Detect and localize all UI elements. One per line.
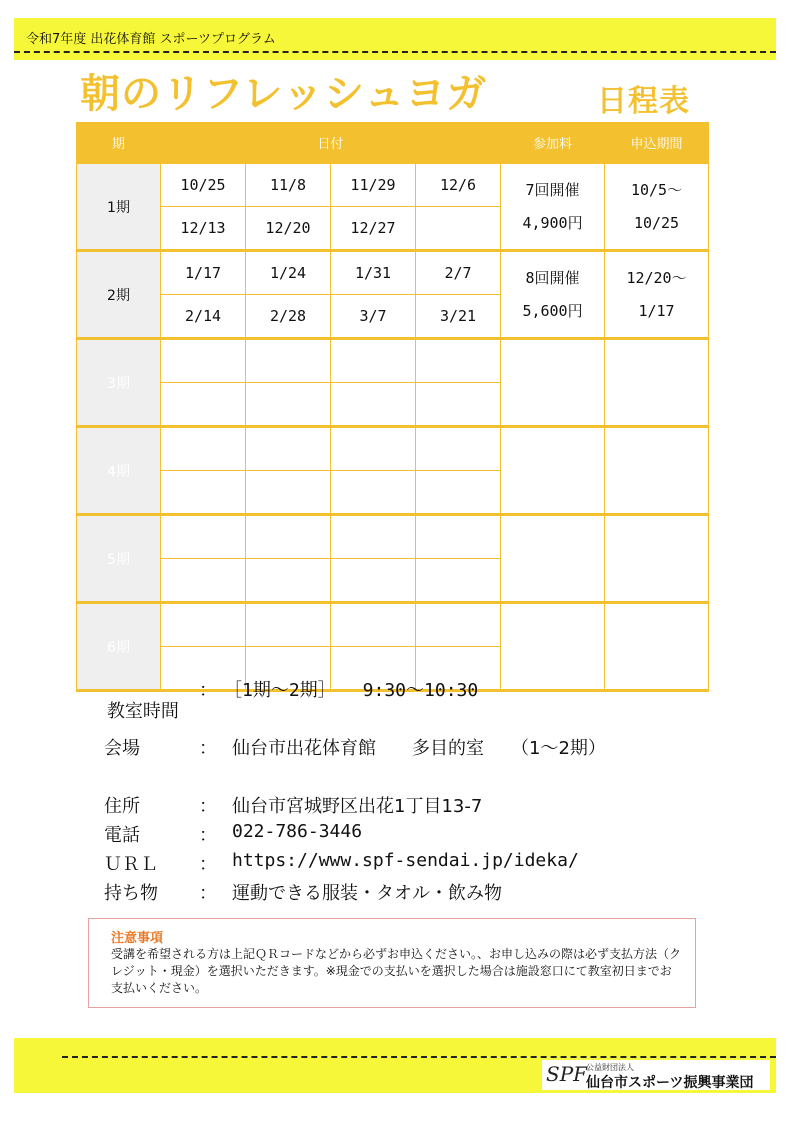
- date-cell: [331, 559, 416, 603]
- phone-label: 電話: [104, 825, 140, 846]
- date-cell: [416, 383, 501, 427]
- date-cell: [246, 339, 331, 383]
- date-cell: 1/24: [246, 251, 331, 295]
- org-type-label: 公益財団法人: [586, 1063, 634, 1072]
- fee-cell: [501, 603, 605, 691]
- col-header-fee: 参加料: [501, 123, 605, 163]
- date-cell: 11/8: [246, 163, 331, 207]
- fee-cell: [501, 251, 605, 339]
- date-cell: [161, 339, 246, 383]
- class-time-label: 教室時間: [106, 701, 179, 722]
- col-header-period: 期: [77, 123, 161, 163]
- date-cell: [161, 427, 246, 471]
- application-cell: [605, 515, 709, 603]
- apply-end-text: 1/17: [638, 301, 675, 320]
- date-cell: 1/17: [161, 251, 246, 295]
- period-label: 6期: [77, 603, 161, 691]
- period-label: 5期: [77, 515, 161, 603]
- application-cell: [605, 163, 709, 251]
- period-label: 3期: [77, 339, 161, 427]
- belongings-label: 持ち物: [104, 883, 158, 904]
- date-cell: [331, 339, 416, 383]
- belongings-sep: ：: [199, 883, 217, 904]
- date-cell: [416, 559, 501, 603]
- date-cell: 11/29: [331, 163, 416, 207]
- fee-cell: [501, 163, 605, 251]
- url-sep: ：: [199, 854, 217, 875]
- date-cell: [161, 603, 246, 647]
- date-cell: 2/7: [416, 251, 501, 295]
- page-title: 朝のリフレッシュヨガ: [80, 71, 488, 117]
- date-cell: [416, 471, 501, 515]
- date-cell: [161, 383, 246, 427]
- date-cell: 12/13: [161, 207, 246, 251]
- fee-cell: [501, 339, 605, 427]
- apply-end-text: 10/25: [633, 213, 680, 232]
- date-cell: 3/7: [331, 295, 416, 339]
- date-cell: 3/21: [416, 295, 501, 339]
- top-banner: [14, 18, 776, 60]
- address-value: 仙台市宮城野区出花1丁目13-7: [232, 796, 483, 817]
- date-cell: [246, 603, 331, 647]
- date-cell: [331, 383, 416, 427]
- date-cell: [331, 427, 416, 471]
- fee-cell: [501, 515, 605, 603]
- address-sep: ：: [199, 796, 217, 817]
- notice-body: 受講を希望される方は上記ＱＲコードなどから必ずお申込ください。、お申し込みの際は必ず支払方法（クレジット・現金）を選択いただきます。※現金での支払いを選択した場合は施設窓口にて教室初日までお支払いください。: [111, 947, 682, 995]
- bottom-banner: [14, 1038, 776, 1093]
- program-label: 令和7年度 出花体育館 スポーツプログラム: [26, 32, 276, 47]
- date-cell: 2/28: [246, 295, 331, 339]
- venue-label: 会場: [104, 738, 140, 759]
- date-cell: [416, 207, 501, 251]
- date-cell: [161, 559, 246, 603]
- date-cell: [246, 559, 331, 603]
- date-cell: [246, 515, 331, 559]
- date-cell: 12/6: [416, 163, 501, 207]
- url-label: ＵＲＬ: [104, 854, 158, 875]
- date-cell: [246, 383, 331, 427]
- phone-sep: ：: [199, 825, 217, 846]
- date-cell: [416, 339, 501, 383]
- application-cell: [605, 603, 709, 691]
- table-row: [77, 427, 709, 471]
- phone-value: 022-786-3446: [232, 821, 363, 842]
- page-subtitle: 日程表: [597, 84, 690, 119]
- date-cell: 12/20: [246, 207, 331, 251]
- date-cell: [246, 471, 331, 515]
- fee-cell: [501, 427, 605, 515]
- org-name: 仙台市スポーツ振興事業団: [586, 1075, 754, 1091]
- table-row: [77, 339, 709, 383]
- application-cell: [605, 427, 709, 515]
- col-header-application: 申込期間: [605, 123, 709, 163]
- date-cell: [416, 603, 501, 647]
- fee-text: 4,900円: [522, 213, 583, 232]
- top-dashed-line: [14, 51, 776, 53]
- notice-box: [88, 918, 696, 1008]
- date-cell: [161, 515, 246, 559]
- belongings-value: 運動できる服装・タオル・飲み物: [232, 883, 502, 904]
- date-cell: [331, 603, 416, 647]
- date-cell: 12/27: [331, 207, 416, 251]
- fee-text: 5,600円: [522, 301, 583, 320]
- period-label: 2期: [77, 251, 161, 339]
- class-time-value: ［1期〜2期］ 9:30〜10:30: [224, 680, 479, 701]
- application-cell: [605, 251, 709, 339]
- date-cell: 1/31: [331, 251, 416, 295]
- date-cell: [331, 471, 416, 515]
- apply-start-text: 12/20〜: [626, 268, 687, 287]
- period-label: 4期: [77, 427, 161, 515]
- date-cell: [331, 515, 416, 559]
- table-row: [77, 163, 709, 207]
- venue-value: 仙台市出花体育館 多目的室 （1〜2期）: [232, 738, 606, 759]
- venue-sep: ：: [199, 738, 217, 759]
- apply-start-text: 10/5〜: [630, 180, 683, 199]
- period-label: 1期: [77, 163, 161, 251]
- date-cell: 10/25: [161, 163, 246, 207]
- spf-logo-mark: SPF: [546, 1062, 588, 1086]
- sessions-text: 8回開催: [525, 268, 580, 287]
- address-label: 住所: [104, 796, 140, 817]
- bottom-dashed-line: [62, 1056, 776, 1058]
- organization-logo: [542, 1060, 770, 1090]
- date-cell: 2/14: [161, 295, 246, 339]
- table-row: [77, 251, 709, 295]
- notice-title: 注意事項: [111, 931, 164, 946]
- table-row: [77, 603, 709, 647]
- date-cell: [161, 471, 246, 515]
- schedule-table: [76, 122, 709, 692]
- class-time-sep: ：: [199, 680, 217, 701]
- sessions-text: 7回開催: [525, 180, 580, 199]
- table-row: [77, 515, 709, 559]
- date-cell: [416, 427, 501, 471]
- url-link[interactable]: https://www.spf-sendai.jp/ideka/: [232, 850, 579, 871]
- col-header-dates: 日付: [161, 123, 501, 163]
- application-cell: [605, 339, 709, 427]
- date-cell: [416, 515, 501, 559]
- date-cell: [246, 427, 331, 471]
